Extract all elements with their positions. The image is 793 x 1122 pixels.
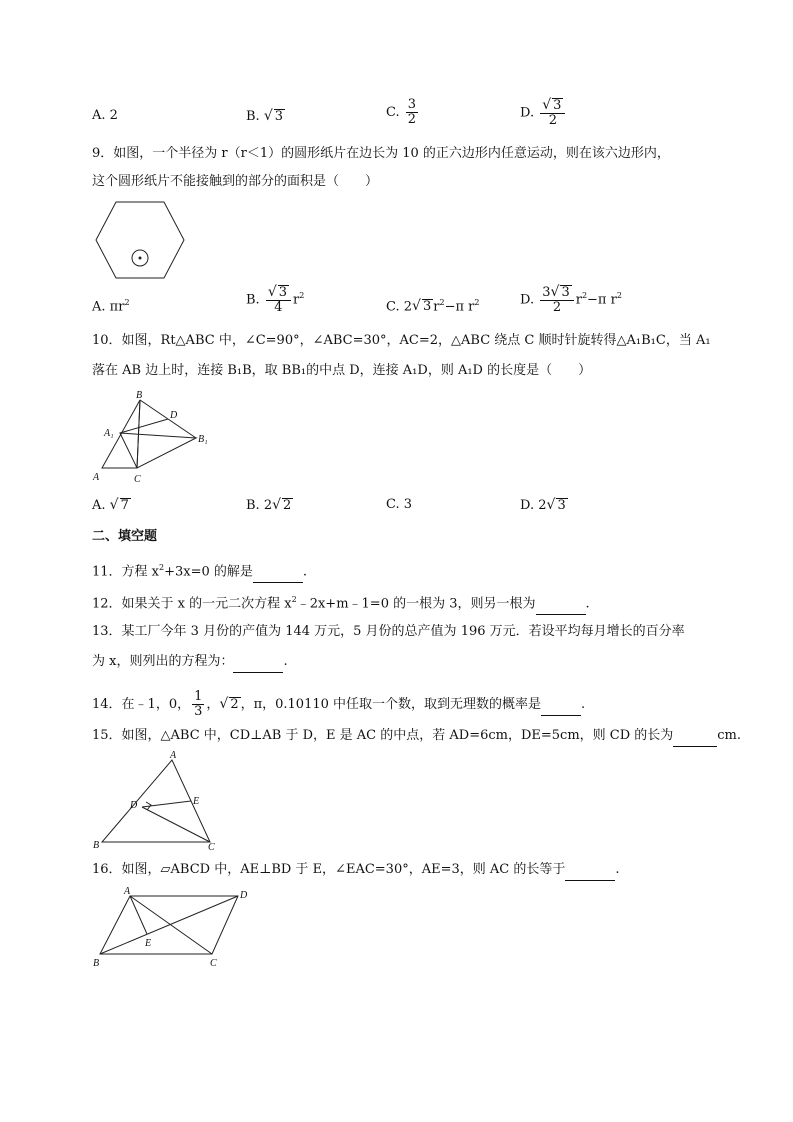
label-d: D — [170, 410, 178, 421]
q16-parallelogram-figure — [90, 884, 250, 970]
q16-text: 16．如图，▱ABCD 中，AE⊥BD 于 E，∠EAC=30°，AE=3，则 AC 的长等于 . — [92, 860, 620, 881]
q9-text-line1: 9．如图，一个半径为 r（r＜1）的圆形纸片在边长为 10 的正六边形内任意运动，则在该六边形内， — [92, 146, 670, 161]
diagonal-ac — [130, 896, 212, 954]
q8-option-b: B. √ 3 — [246, 108, 284, 124]
label-b: B — [93, 958, 100, 969]
q9-option-a: A. $\pi r^2$ — [92, 298, 130, 315]
segment-a1d — [120, 419, 168, 433]
q9-option-c: C. 2√ 3 $r^2-\pi$ $r^2$ — [386, 298, 480, 315]
label-b: B — [136, 390, 143, 401]
q13-answer-blank[interactable] — [233, 652, 283, 673]
q10-text-line2: 落在 AB 边上时，连接 B₁B，取 BB₁的中点 D，连接 A₁D，则 A₁D 的长度是（ ） — [92, 363, 592, 378]
q9-option-b: B. $\frac{√ 3}{4}$ $r^2$ — [246, 284, 305, 315]
label-c: C — [208, 842, 215, 850]
q11-text: 11．方程 $x^2+3x=0$ 的解是 . — [92, 558, 307, 583]
q10-option-a: A. √ 7 — [92, 497, 129, 513]
q12-text: 12．如果关于 x 的一元二次方程 $x^2﹣2x+m﹣1=0$ 的一根为 3，则另一根为 . — [92, 590, 590, 615]
label-c: C — [210, 958, 217, 969]
q14-text: 14．在﹣1，0， $\frac{1}{3}$ ，√ 2 ，π，0.10110 中任取一个数，取到无理数的概率是 . — [92, 689, 586, 719]
q10-rotation-figure — [90, 388, 220, 488]
triangle-a1b1c — [120, 433, 196, 468]
segment-cd — [142, 807, 210, 842]
label-d: D — [130, 800, 138, 811]
q8-option-a: A. 2 — [92, 108, 118, 123]
q9-text-line2: 这个圆形纸片不能接触到的部分的面积是（ ） — [92, 174, 379, 189]
q10-text-line1: 10．如图，Rt△ABC 中，∠C=90°，∠ABC=30°，AC=2，△ABC 绕点 C 顺时针旋转得△A₁B₁C，当 A₁ — [92, 333, 711, 348]
q16-answer-blank[interactable] — [565, 860, 615, 881]
q8-option-c: C. $\frac{3}{2}$ — [386, 97, 417, 127]
q15-triangle-figure — [90, 750, 220, 850]
label-d: D — [240, 890, 248, 901]
section-title-fill-blank: 二、填空题 — [92, 529, 158, 544]
hexagon — [96, 202, 184, 278]
label-a: A — [93, 472, 100, 483]
label-a: A — [124, 886, 131, 897]
q13-text-line1: 13．某工厂今年 3 月份的产值为 144 万元，5 月份的总产值为 196 万元．若设平均每月增长的百分率 — [92, 624, 685, 639]
circle-center — [139, 257, 142, 260]
q15-answer-blank[interactable] — [673, 726, 717, 747]
label-a1: A₁ — [104, 428, 114, 439]
diagonal-bd — [100, 896, 238, 954]
q10-option-c: C. 3 — [386, 497, 413, 512]
q14-answer-blank[interactable] — [541, 695, 581, 716]
q9-option-d: D. $\frac{3√ 3}{2}$ $r^2-\pi$ $r^2$ — [520, 284, 622, 315]
q13-text-line2: 为 x，则列出的方程为： . — [92, 652, 288, 673]
label-e: E — [145, 938, 152, 949]
q10-option-b: B. 2√ 2 — [246, 497, 292, 513]
q12-answer-blank[interactable] — [536, 594, 586, 615]
q8-option-d: D. $\frac{√ 3}{2}$ — [520, 98, 567, 128]
q11-answer-blank[interactable] — [253, 562, 303, 583]
q9-hexagon-figure — [94, 200, 186, 280]
label-b1: B₁ — [198, 434, 208, 445]
label-a: A — [170, 750, 177, 761]
q15-text: 15．如图，△ABC 中，CD⊥AB 于 D，E 是 AC 的中点，若 AD=6cm，DE=5cm，则 CD 的长为 cm. — [92, 726, 741, 747]
q10-option-d: D. 2√ 3 — [520, 497, 566, 513]
label-e: E — [193, 796, 200, 807]
label-c: C — [134, 474, 141, 485]
label-b: B — [93, 840, 100, 850]
